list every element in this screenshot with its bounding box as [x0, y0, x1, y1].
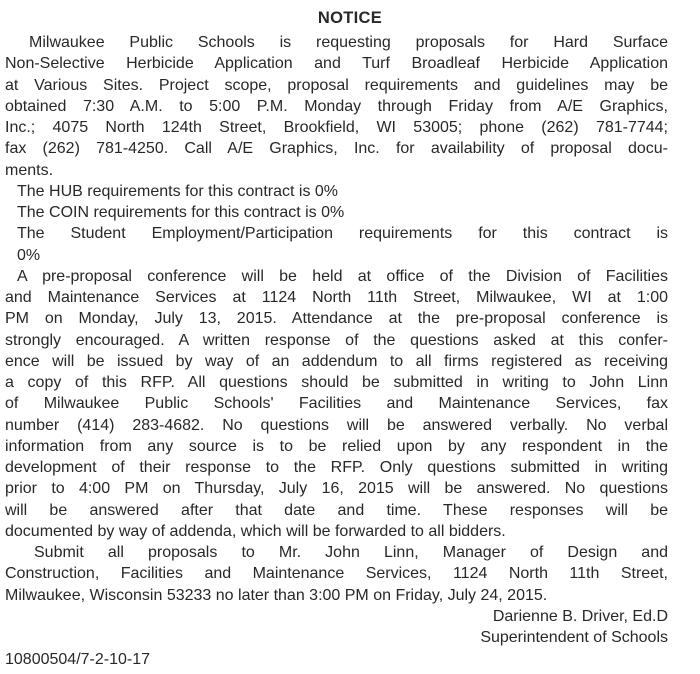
notice-line: of Milwaukee Public Schools' Facilities and Maintenance Services, fax	[5, 395, 668, 413]
notice-line: fax (262) 781-4250. Call A/E Graphics, Inc. for availability of proposal docu-	[5, 140, 668, 158]
notice-paragraphs	[5, 32, 668, 606]
notice-line: Milwaukee Public Schools is requesting proposals for Hard Surface	[29, 34, 668, 51]
notice-line: PM on Monday, July 13, 2015. Attendance at the pre-proposal conference is	[5, 310, 668, 328]
notice-line: Inc.; 4075 North 124th Street, Brookfield, WI 53005; phone (262) 781-7744;	[5, 119, 668, 136]
hub-requirement-line	[5, 181, 668, 202]
notice-line: obtained 7:30 A.M. to 5:00 P.M. Monday through Friday from A/E Graphics,	[5, 97, 668, 115]
notice-title: NOTICE	[317, 9, 383, 27]
student-employment-requirement-line	[5, 223, 668, 266]
notice-line: strongly encouraged. A written response of the questions asked at this confer-	[5, 331, 668, 349]
notice-line: Construction, Facilities and Maintenance Services, 1124 North 11th Street,	[5, 565, 668, 583]
coin-requirement-line	[5, 202, 668, 223]
notice-line: Submit all proposals to Mr. John Linn, Manager of Design and	[34, 544, 668, 561]
notice-line: Milwaukee, Wisconsin 53233 no later than 3:00 PM on Friday, July 24, 2015.	[5, 586, 548, 604]
signature-name: Darienne B. Driver, Ed.D	[492, 607, 668, 625]
notice-line: a copy of this RFP. All questions should be submitted in writing to John Linn	[5, 374, 668, 391]
notice-line: A pre-proposal conference will be held at office of the Division of Facilities	[17, 267, 668, 285]
notice-line: 0%	[17, 246, 41, 264]
signature-block	[5, 606, 668, 649]
pre-proposal-conference-paragraph	[5, 266, 668, 542]
notice-line: Non-Selective Herbicide Application and Turf Broadleaf Herbicide Application	[5, 55, 668, 73]
notice-line: development of their response to the RFP. Only questions submitted in writing	[5, 459, 668, 476]
notice-line: documented by way of addenda, which will be forwarded to all bidders.	[5, 522, 506, 540]
submit-proposals-paragraph	[5, 542, 668, 606]
notice-body	[0, 29, 700, 671]
notice-line: ence will be issued by way of an addendum to all firms registered as receiving	[5, 352, 668, 370]
notice-line: prior to 4:00 PM on Thursday, July 16, 2015 will be answered. No questions	[5, 480, 668, 498]
notice-line: The Student Employment/Participation requirements for this contract is	[17, 225, 668, 243]
notice-line: and Maintenance Services at 1124 North 11th Street, Milwaukee, WI at 1:00	[5, 289, 668, 306]
notice-line: information from any source is to be relied upon by any respondent in the	[5, 437, 668, 455]
notice-line: at Various Sites. Project scope, proposal requirements and guidelines may be	[5, 76, 668, 94]
signature-title: Superintendent of Schools	[480, 629, 668, 646]
notice-line: number (414) 283-4682. No questions will be answered verbally. No verbal	[5, 416, 668, 434]
notice-line: ments.	[5, 161, 54, 179]
notice-line: will be answered after that date and time. These responses will be	[5, 501, 668, 519]
intro-paragraph	[5, 32, 668, 181]
notice-number: 10800504/7-2-10-17	[5, 651, 151, 669]
notice-line: The HUB requirements for this contract is 0%	[17, 182, 339, 200]
notice-line: The COIN requirements for this contract is 0%	[17, 204, 345, 221]
